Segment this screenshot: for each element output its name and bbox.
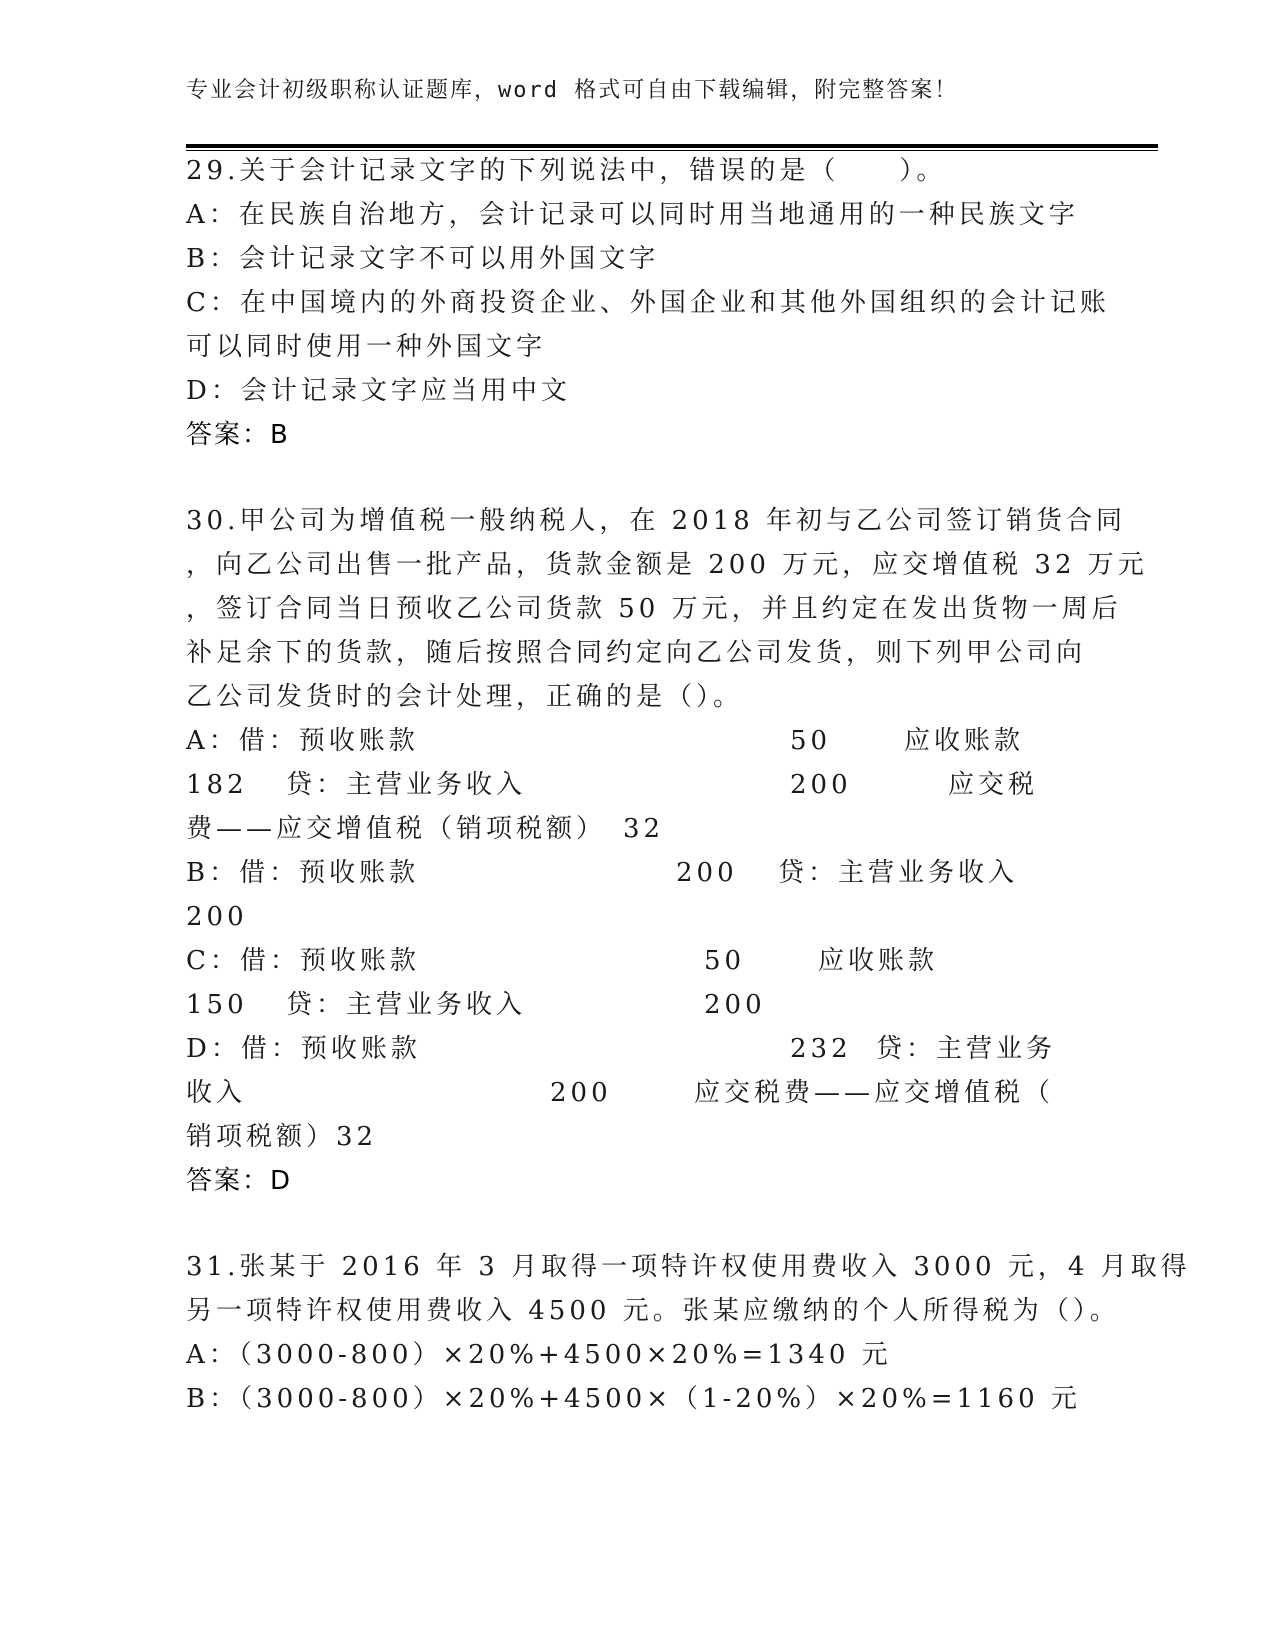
q30-a-credit-amount: 200 <box>790 770 852 800</box>
q30-option-d-line2 <box>186 1070 1086 1116</box>
q30-c-credit-amount: 200 <box>704 990 766 1020</box>
q30-option-a-line1 <box>186 718 1086 764</box>
q30-stem-line3: ，签订合同当日预收乙公司货款 50 万元，并且约定在发出货物一周后 <box>186 594 1122 624</box>
q30-option-c-line2 <box>186 982 1086 1028</box>
q30-stem-line2: ，向乙公司出售一批产品，货款金额是 200 万元，应交增值税 32 万元 <box>186 550 1148 580</box>
q30-option-b-line2: 200 <box>186 902 248 932</box>
q30-c-receivable: 应收账款 <box>818 946 939 976</box>
q30-a-receivable-amount: 182 <box>186 770 248 800</box>
q30-a-debit: A：借：预收账款 <box>186 726 419 756</box>
q30-option-c-line1 <box>186 938 1086 984</box>
q30-d-debit: D：借：预收账款 <box>186 1034 421 1064</box>
q30-answer: 答案：D <box>186 1166 293 1196</box>
q29-option-d: D：会计记录文字应当用中文 <box>186 376 571 406</box>
q29-option-c: C：在中国境内的外商投资企业、外国企业和其他外国组织的会计记账 <box>186 288 1110 318</box>
q30-d-debit-amount: 232 <box>790 1034 852 1064</box>
q30-c-debit-amount: 50 <box>704 946 746 976</box>
q29-stem: 29.关于会计记录文字的下列说法中，错误的是（ ）。 <box>186 156 947 186</box>
q30-option-d-line3: 销项税额）32 <box>186 1122 378 1152</box>
q30-option-a-line3: 费——应交增值税（销项税额） 32 <box>186 814 665 844</box>
q30-option-b-line1 <box>186 850 1086 896</box>
q29-option-a: A：在民族自治地方，会计记录可以同时用当地通用的一种民族文字 <box>186 200 1079 230</box>
q30-d-credit: 贷：主营业务 <box>876 1034 1057 1064</box>
q30-b-debit-amount: 200 <box>676 858 738 888</box>
page-header: 专业会计初级职称认证题库，word 格式可自由下载编辑，附完整答案！ <box>186 78 959 103</box>
q30-a-debit-amount: 50 <box>790 726 832 756</box>
q31-stem-line1: 31.张某于 2016 年 3 月取得一项特许权使用费收入 3000 元，4 月取得 <box>186 1252 1191 1282</box>
q30-stem-line1: 30.甲公司为增值税一般纳税人，在 2018 年初与乙公司签订销货合同 <box>186 506 1127 536</box>
q30-stem-line5: 乙公司发货时的会计处理，正确的是（）。 <box>186 682 744 712</box>
q30-d-revenue-amount: 200 <box>550 1078 612 1108</box>
q30-a-credit: 贷：主营业务收入 <box>286 770 527 800</box>
q30-a-receivable: 应收账款 <box>904 726 1025 756</box>
q30-option-d-line1 <box>186 1026 1086 1072</box>
q30-a-tax: 应交税 <box>948 770 1039 800</box>
q30-option-a-line2 <box>186 762 1086 808</box>
q29-answer: 答案：B <box>186 420 290 450</box>
q30-stem-line4: 补足余下的货款，随后按照合同约定向乙公司发货，则下列甲公司向 <box>186 638 1087 668</box>
q30-b-credit: 贷：主营业务收入 <box>778 858 1019 888</box>
q29-option-c-cont: 可以同时使用一种外国文字 <box>186 332 547 362</box>
q31-option-a: A：（3000-800）×20%+4500×20%=1340 元 <box>186 1340 892 1370</box>
q30-c-credit: 贷：主营业务收入 <box>286 990 527 1020</box>
q30-c-receivable-amount: 150 <box>186 990 248 1020</box>
q30-d-revenue: 收入 <box>186 1078 247 1108</box>
q31-option-b: B：（3000-800）×20%+4500×（1-20%）×20%=1160 元 <box>186 1384 1081 1414</box>
q30-c-debit: C：借：预收账款 <box>186 946 420 976</box>
q30-b-debit: B：借：预收账款 <box>186 858 420 888</box>
q31-stem-line2: 另一项特许权使用费收入 4500 元。张某应缴纳的个人所得税为（）。 <box>186 1296 1120 1326</box>
q29-option-b: B：会计记录文字不可以用外国文字 <box>186 244 660 274</box>
q30-d-tax: 应交税费——应交增值税（ <box>694 1078 1055 1108</box>
